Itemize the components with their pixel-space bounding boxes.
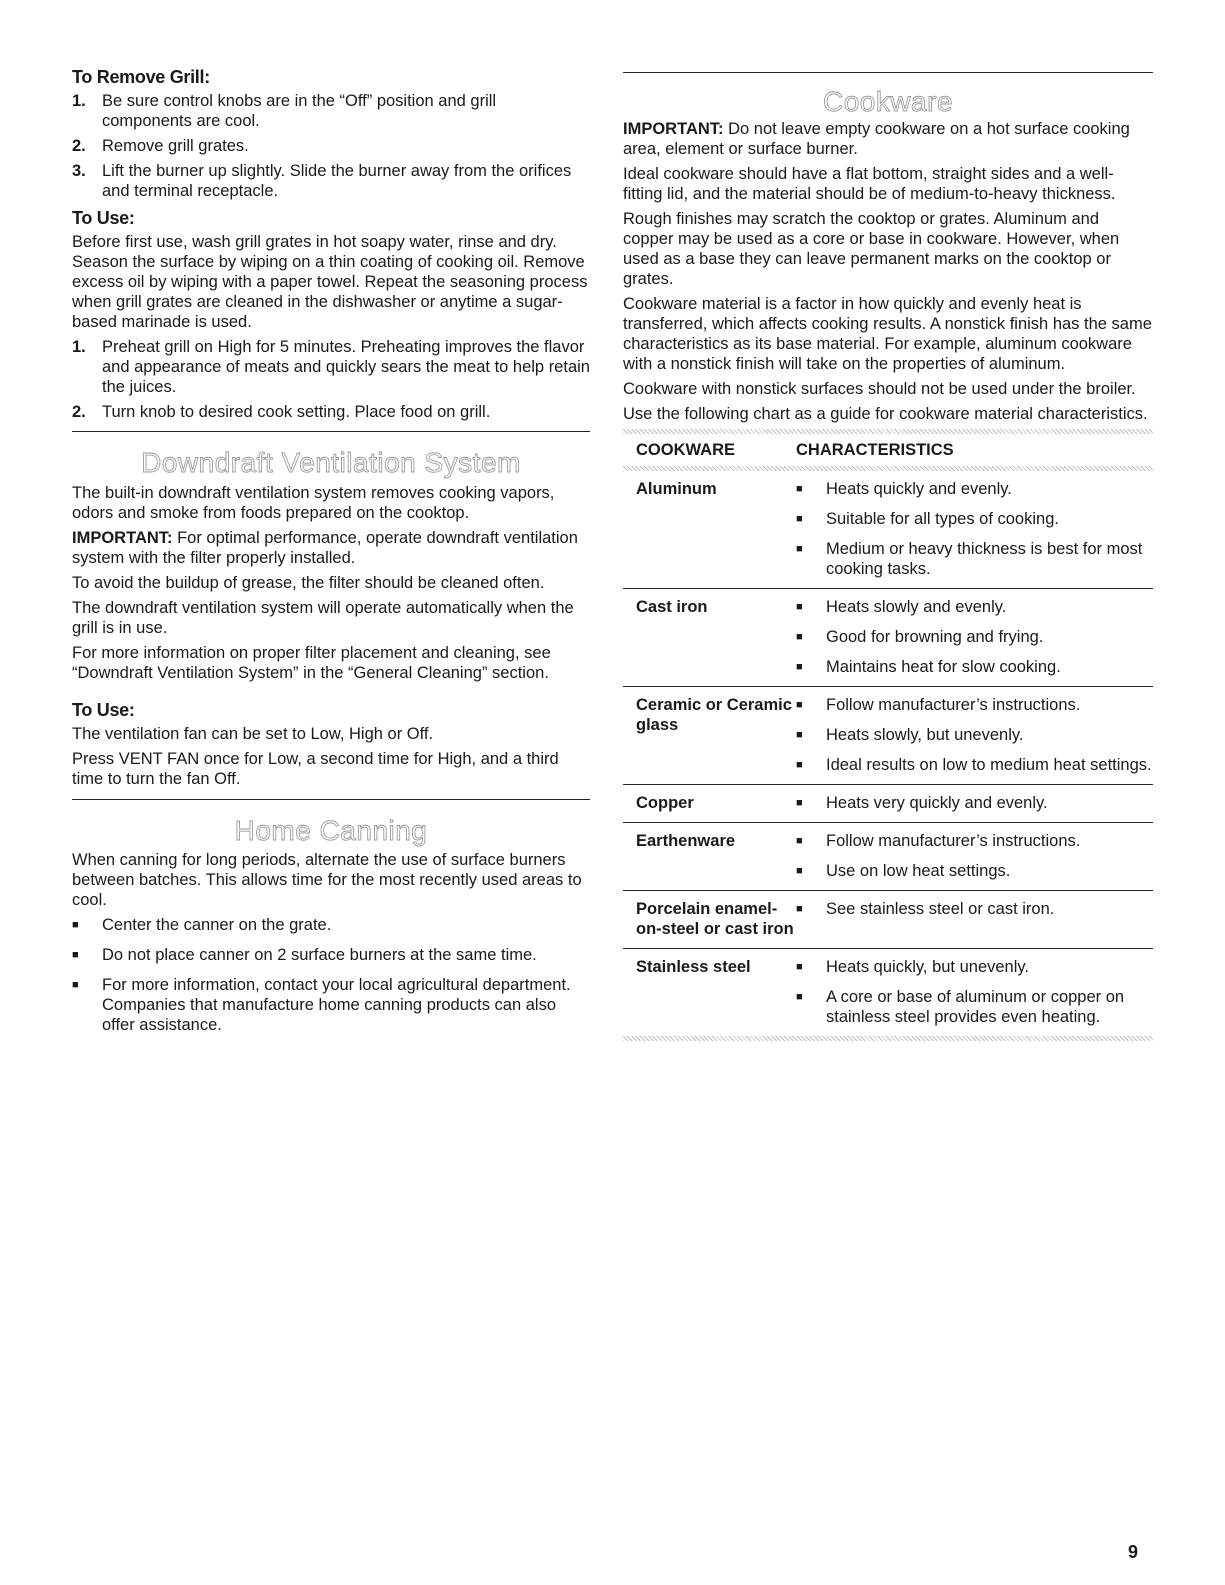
bullet-item: ■ For more information, contact your local agricultural department. Companies that manufacture home canning products can also offer assistance. (72, 976, 571, 1034)
characteristic-text: See stainless steel or cast iron. (826, 900, 1055, 918)
downdraft-intro: The built-in downdraft ventilation system removes cooking vapors, odors and smoke from foods prepared on the cooktop. (72, 484, 555, 522)
right-column (623, 0, 1153, 1041)
bullet-icon: ■ (796, 513, 803, 525)
characteristics-list (796, 899, 1153, 939)
table-row (623, 687, 1153, 785)
characteristic-text: Maintains heat for slow cooking. (826, 658, 1061, 676)
remove-grill-steps (72, 91, 590, 201)
bullet-icon: ■ (796, 699, 803, 711)
vent-to-use-heading: To Use: (72, 700, 135, 720)
numbered-step: 2. Turn knob to desired cook setting. Place food on grill. (72, 403, 491, 421)
table-row (623, 823, 1153, 891)
characteristic-item (796, 755, 1153, 775)
numbered-step: 2. Remove grill grates. (72, 137, 249, 155)
characteristic-text: A core or base of aluminum or copper on stainless steel provides even heating. (826, 988, 1125, 1026)
bullet-item: ■ Do not place canner on 2 surface burners at the same time. (72, 946, 537, 964)
header-characteristics: CHARACTERISTICS (796, 441, 954, 459)
characteristic-item (796, 539, 1153, 579)
characteristic-text: Heats slowly, but unevenly. (826, 726, 1024, 744)
characteristic-text: Suitable for all types of cooking. (826, 510, 1059, 528)
vent-fan-instructions: Press VENT FAN once for Low, a second time for High, and a third time to turn the fan Off. (72, 750, 559, 788)
canning-section-title: Home Canning (234, 815, 428, 846)
characteristic-item (796, 899, 1153, 919)
bullet-item: ■ Center the canner on the grate. (72, 916, 332, 934)
table-row (623, 471, 1153, 589)
characteristic-item (796, 861, 1153, 881)
bullet-icon: ■ (796, 865, 803, 877)
table-body (623, 471, 1153, 1036)
grill-to-use-heading: To Use: (72, 208, 135, 228)
characteristic-text: Heats quickly, but unevenly. (826, 958, 1029, 976)
cookware-section-title: Cookware (822, 86, 954, 117)
vent-fan-settings: The ventilation fan can be set to Low, High or Off. (72, 725, 434, 743)
characteristic-item (796, 695, 1153, 715)
characteristic-item (796, 987, 1153, 1027)
characteristics-list (796, 793, 1153, 813)
characteristic-text: Medium or heavy thickness is best for most cooking tasks. (826, 540, 1143, 578)
characteristics-list (796, 479, 1153, 579)
bullet-icon: ■ (796, 991, 803, 1003)
bullet-icon: ■ (796, 903, 803, 915)
downdraft-auto-paragraph: The downdraft ventilation system will operate automatically when the grill is in use. (72, 599, 574, 637)
characteristic-text: Use on low heat settings. (826, 862, 1011, 880)
numbered-step: 1. Be sure control knobs are in the “Off” position and grill components are cool. (72, 92, 497, 130)
grill-seasoning-paragraph: Before first use, wash grill grates in hot soapy water, rinse and dry. Season the surface by wiping on a thin coating of cooking oil. Remove excess oil by wiping with a paper towel. Repeat the seasoning process when grill grates are cleaned in the dishwasher or anytime a sugar-based marinade is used. (72, 233, 588, 331)
section-divider (72, 799, 590, 800)
bullet-icon: ■ (796, 543, 803, 555)
characteristic-text: Heats quickly and evenly. (826, 480, 1012, 498)
bullet-icon: ■ (796, 729, 803, 741)
characteristic-item (796, 479, 1153, 499)
characteristic-item (796, 509, 1153, 529)
characteristic-text: Heats slowly and evenly. (826, 598, 1007, 616)
downdraft-section-title: Downdraft Ventilation System (141, 447, 521, 478)
downdraft-important-note: IMPORTANT: For optimal performance, operate downdraft ventilation system with the filter properly installed. (72, 529, 578, 567)
cookware-paragraph: Cookware with nonstick surfaces should not be used under the broiler. (623, 380, 1136, 398)
cookware-material: Porcelain enamel-on-steel or cast iron (636, 900, 794, 938)
characteristic-text: Good for browning and frying. (826, 628, 1044, 646)
bullet-icon: ■ (796, 759, 803, 771)
cookware-material: Aluminum (636, 480, 717, 498)
characteristic-text: Follow manufacturer’s instructions. (826, 696, 1081, 714)
cookware-material: Earthenware (636, 832, 736, 850)
table-row (623, 949, 1153, 1036)
characteristic-item (796, 831, 1153, 851)
cookware-paragraph: Use the following chart as a guide for cookware material characteristics. (623, 405, 1148, 423)
characteristic-item (796, 627, 1153, 647)
left-column (72, 0, 590, 1035)
characteristics-list (796, 831, 1153, 881)
characteristic-text: Ideal results on low to medium heat settings. (826, 756, 1152, 774)
bullet-icon: ■ (796, 661, 803, 673)
cookware-paragraph: Rough finishes may scratch the cooktop or grates. Aluminum and copper may be used as a core or base in cookware. However, when used as a base they can leave permanent marks on the cooktop or grates. (623, 210, 1120, 288)
table-row (623, 589, 1153, 687)
page-number: 9 (1128, 1542, 1139, 1562)
characteristic-item (796, 725, 1153, 745)
table-bottom-border (623, 1036, 1153, 1041)
bullet-icon: ■ (796, 961, 803, 973)
cookware-material: Copper (636, 794, 694, 812)
table-row (623, 891, 1153, 949)
characteristic-item (796, 957, 1153, 977)
cookware-material: Cast iron (636, 598, 708, 616)
characteristic-item (796, 793, 1153, 813)
cookware-paragraph: Cookware material is a factor in how quickly and evenly heat is transferred, which affects cooking results. A nonstick finish has the same characteristics as its base material. For example, aluminum cookware with a nonstick finish will take on the properties of aluminum. (623, 295, 1152, 373)
characteristic-text: Follow manufacturer’s instructions. (826, 832, 1081, 850)
canning-intro: When canning for long periods, alternate the use of surface burners between batches. This allows time for the most recently used areas to cool. (72, 851, 582, 909)
cookware-paragraph: Ideal cookware should have a flat bottom, straight sides and a well-fitting lid, and the material should be of medium-to-heavy thickness. (623, 165, 1116, 203)
remove-grill-heading: To Remove Grill: (72, 67, 210, 87)
downdraft-more-info: For more information on proper filter placement and cleaning, see “Downdraft Ventilation System” in the “General Cleaning” section. (72, 644, 551, 682)
numbered-step: 3. Lift the burner up slightly. Slide the burner away from the orifices and terminal receptacle. (72, 162, 572, 200)
table-row (623, 785, 1153, 823)
bullet-icon: ■ (796, 797, 803, 809)
characteristic-text: Heats very quickly and evenly. (826, 794, 1048, 812)
characteristic-item (796, 657, 1153, 677)
table-header (623, 434, 1153, 466)
characteristics-list (796, 597, 1153, 677)
section-divider (623, 72, 1153, 73)
numbered-step: 1. Preheat grill on High for 5 minutes. Preheating improves the flavor and appearance of meats and quickly sears the meat to help retain the juices. (72, 338, 590, 396)
downdraft-filter-paragraph: To avoid the buildup of grease, the filter should be cleaned often. (72, 574, 545, 592)
bullet-icon: ■ (796, 835, 803, 847)
bullet-icon: ■ (796, 601, 803, 613)
section-divider (72, 431, 590, 432)
cookware-material: Stainless steel (636, 958, 751, 976)
characteristics-list (796, 957, 1153, 1027)
cookware-table (623, 429, 1153, 1041)
bullet-icon: ■ (796, 631, 803, 643)
bullet-icon: ■ (796, 483, 803, 495)
header-cookware: COOKWARE (636, 441, 735, 459)
cookware-material: Ceramic or Ceramic glass (636, 696, 792, 734)
cookware-important-note: IMPORTANT: Do not leave empty cookware on a hot surface cooking area, element or surface burner. (623, 120, 1130, 158)
characteristics-list (796, 695, 1153, 775)
characteristic-item (796, 597, 1153, 617)
